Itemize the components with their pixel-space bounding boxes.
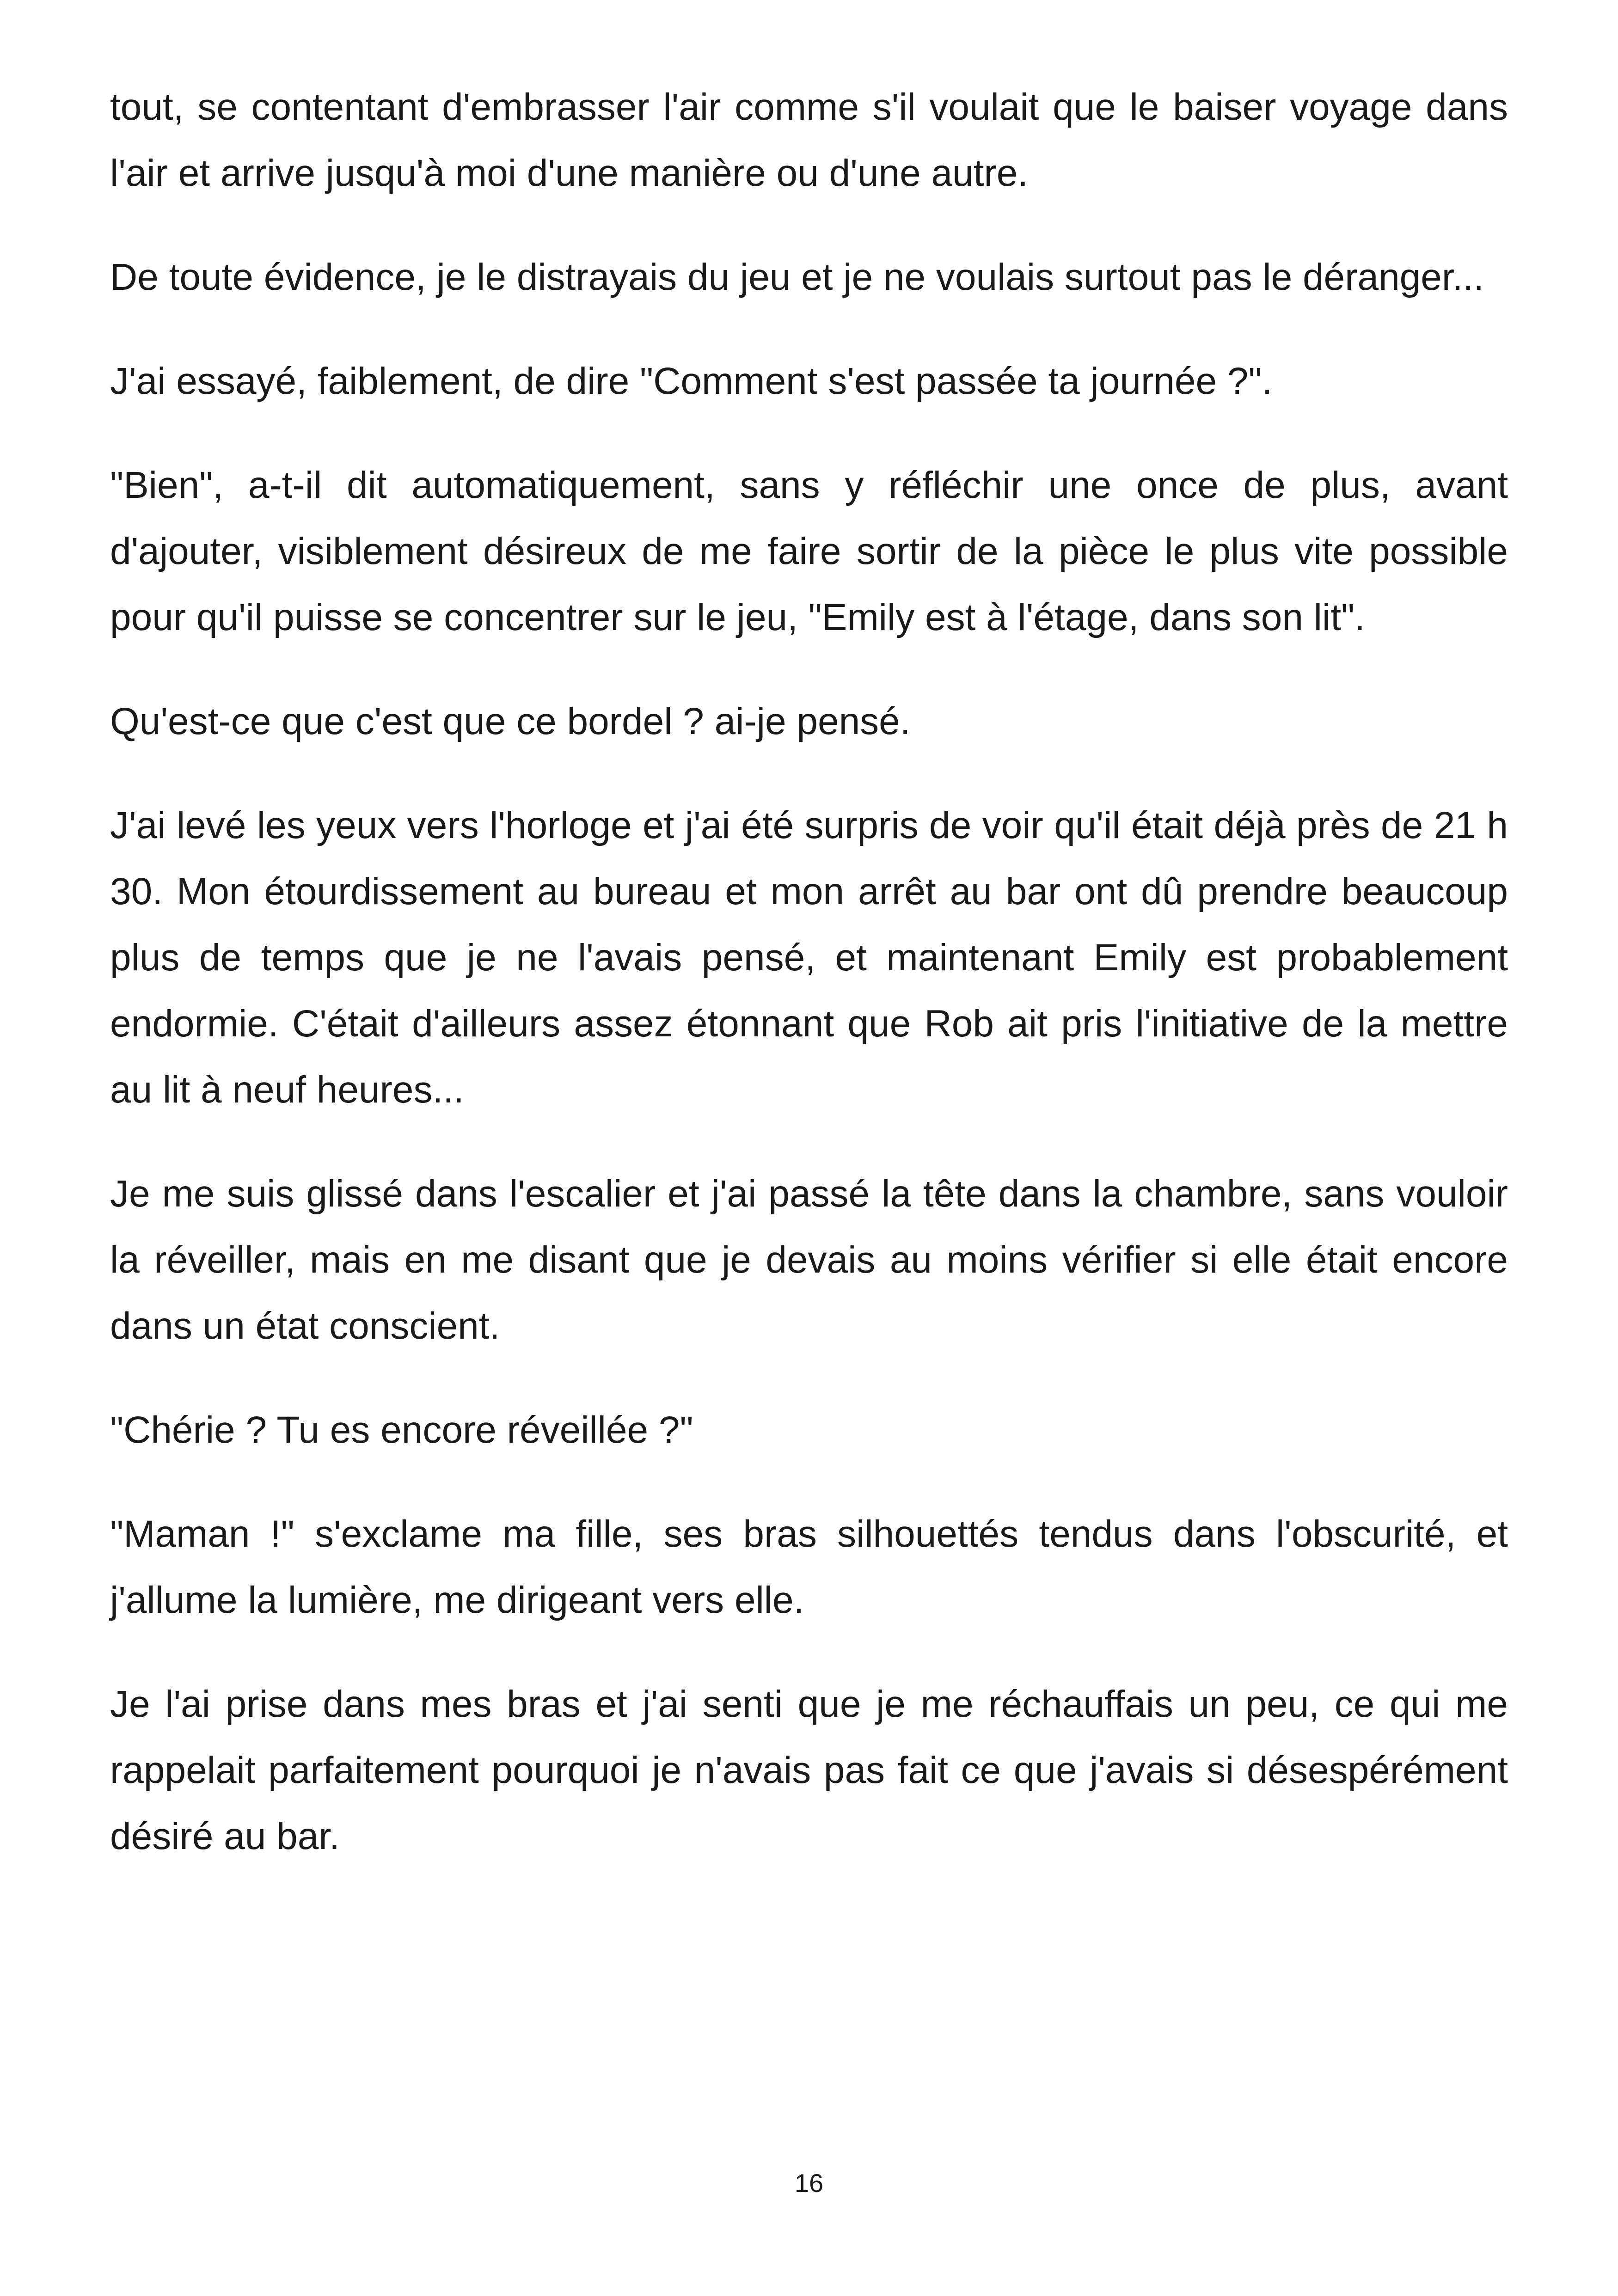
paragraph: De toute évidence, je le distrayais du jeu et je ne voulais surtout pas le déranger... xyxy=(110,256,1484,298)
page-number: 16 xyxy=(794,2168,824,2198)
paragraph: "Bien", a-t-il dit automatiquement, sans y réfléchir une once de plus, avant d'ajouter, visiblement désireux de me faire sortir de la pièce le plus vite possible pour qu'il puisse se concentrer sur le jeu, "Emily est à l'étage, dans son lit". xyxy=(110,464,1508,638)
paragraph: Qu'est-ce que c'est que ce bordel ? ai-je pensé. xyxy=(110,700,911,742)
paragraph: Je me suis glissé dans l'escalier et j'ai passé la tête dans la chambre, sans vouloir la réveiller, mais en me disant que je devais au moins vérifier si elle était encore dans un état conscient. xyxy=(110,1173,1508,1347)
body-text xyxy=(110,74,1508,1907)
paragraph: J'ai essayé, faiblement, de dire "Comment s'est passée ta journée ?". xyxy=(110,360,1273,402)
paragraph: "Maman !" s'exclame ma fille, ses bras silhouettés tendus dans l'obscurité, et j'allume la lumière, me dirigeant vers elle. xyxy=(110,1513,1508,1621)
paragraph: tout, se contentant d'embrasser l'air comme s'il voulait que le baiser voyage dans l'air et arrive jusqu'à moi d'une manière ou d'une autre. xyxy=(110,86,1508,194)
paragraph: "Chérie ? Tu es encore réveillée ?" xyxy=(110,1409,693,1451)
paragraph: Je l'ai prise dans mes bras et j'ai senti que je me réchauffais un peu, ce qui me rappelait parfaitement pourquoi je n'avais pas fait ce que j'avais si désespérément désiré au bar. xyxy=(110,1683,1508,1857)
paragraph: J'ai levé les yeux vers l'horloge et j'ai été surpris de voir qu'il était déjà près de 21 h 30. Mon étourdissement au bureau et mon arrêt au bar ont dû prendre beaucoup plus de temps que je ne l'avais pensé, et maintenant Emily est probablement endormie. C'était d'ailleurs assez étonnant que Rob ait pris l'initiative de la mettre au lit à neuf heures... xyxy=(110,804,1508,1111)
